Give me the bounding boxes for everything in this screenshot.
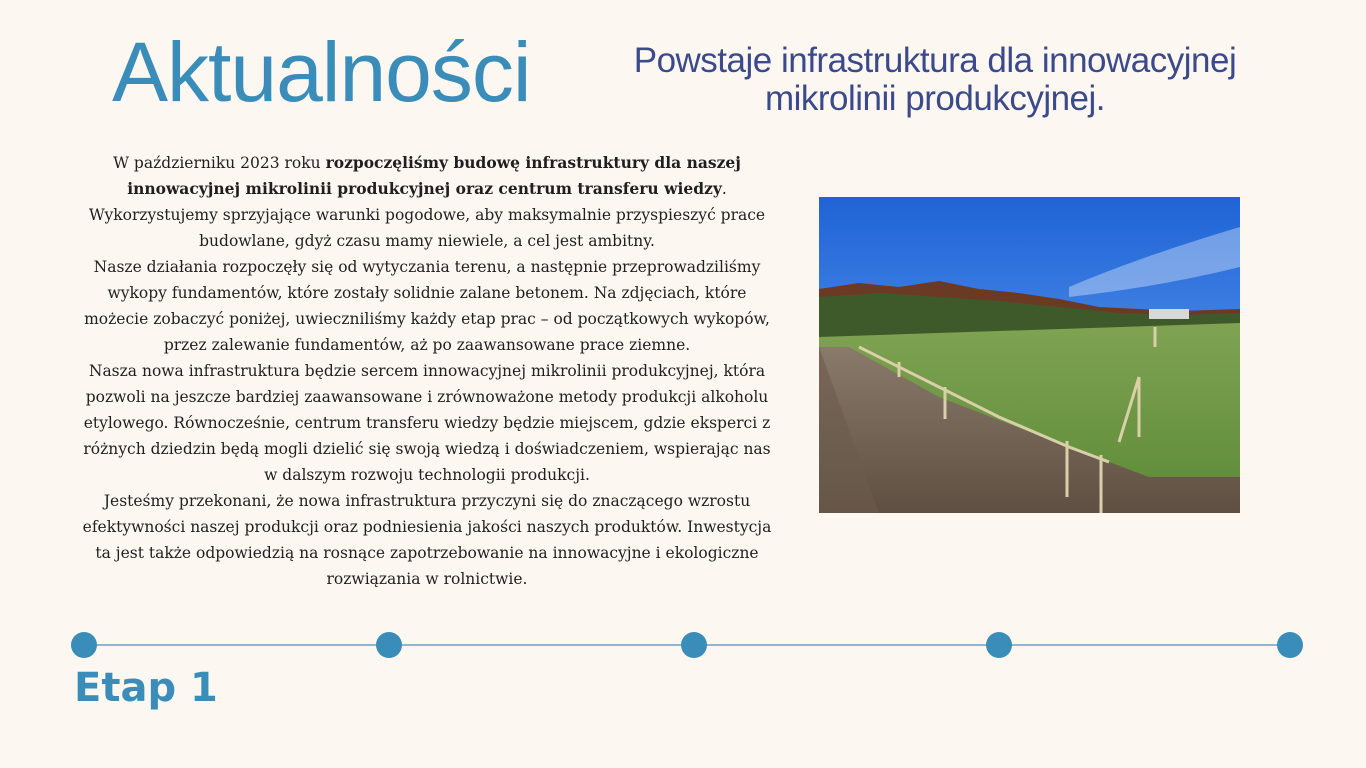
paragraph-3: Nasza nowa infrastruktura będzie sercem innowacyjnej mikrolinii produkcyjnej, która pozwoli na jeszcze bardziej zaawansowane i zrównoważone metody produkcji alkoholu etylowego. Równocześnie, centrum transferu wiedzy będzie miejscem, gdzie eksperci z różnych dziedzin będą mogli dzielić się swoją wiedzą i doświadczeniem, wspierając nas w dalszym rozwoju technologii produkcji. [83,362,771,484]
timeline-step-5[interactable] [1277,632,1303,658]
timeline-step-1[interactable] [71,632,97,658]
timeline-step-2[interactable] [376,632,402,658]
article-headline-line-1: Powstaje infrastruktura dla innowacyjnej [633,41,1237,80]
article-headline-line-2: mikrolinii produkcyjnej. [764,79,1106,118]
article-body [78,150,776,592]
timeline-step-3[interactable] [681,632,707,658]
paragraph-1-intro: W październiku 2023 roku [113,154,326,172]
paragraph-4: Jesteśmy przekonani, że nowa infrastruktura przyczyni się do znaczącego wzrostu efektywności naszej produkcji oraz podniesienia jakości naszych produktów. Inwestycja ta jest także odpowiedzią na rosnące zapotrzebowanie na innowacyjne i ekologiczne rozwiązania w rolnictwie. [82,492,772,588]
paragraph-1-rest: . Wykorzystujemy sprzyjające warunki pogodowe, aby maksymalnie przyspieszyć prace budowlane, gdyż czasu mamy niewiele, a cel jest ambitny. [88,180,766,250]
page-title: Aktualności [112,25,531,119]
stage-label: Etap 1 [74,665,218,711]
article-headline [590,42,1280,118]
paragraph-1-highlight: rozpoczęliśmy budowę infrastruktury dla naszej innowacyjnej mikrolinii produkcyjnej oraz centrum transferu wiedzy [127,153,741,198]
paragraph-1 [78,150,776,254]
construction-site-photo[interactable] [819,197,1240,513]
timeline-step-4[interactable] [986,632,1012,658]
paragraph-2: Nasze działania rozpoczęły się od wytyczania terenu, a następnie przeprowadziliśmy wykopy fundamentów, które zostały solidnie zalane betonem. Na zdjęciach, które możecie zobaczyć poniżej, uwieczniliśmy każdy etap prac – od początkowych wykopów, przez zalewanie fundamentów, aż po zaawansowane prace ziemne. [84,258,770,354]
